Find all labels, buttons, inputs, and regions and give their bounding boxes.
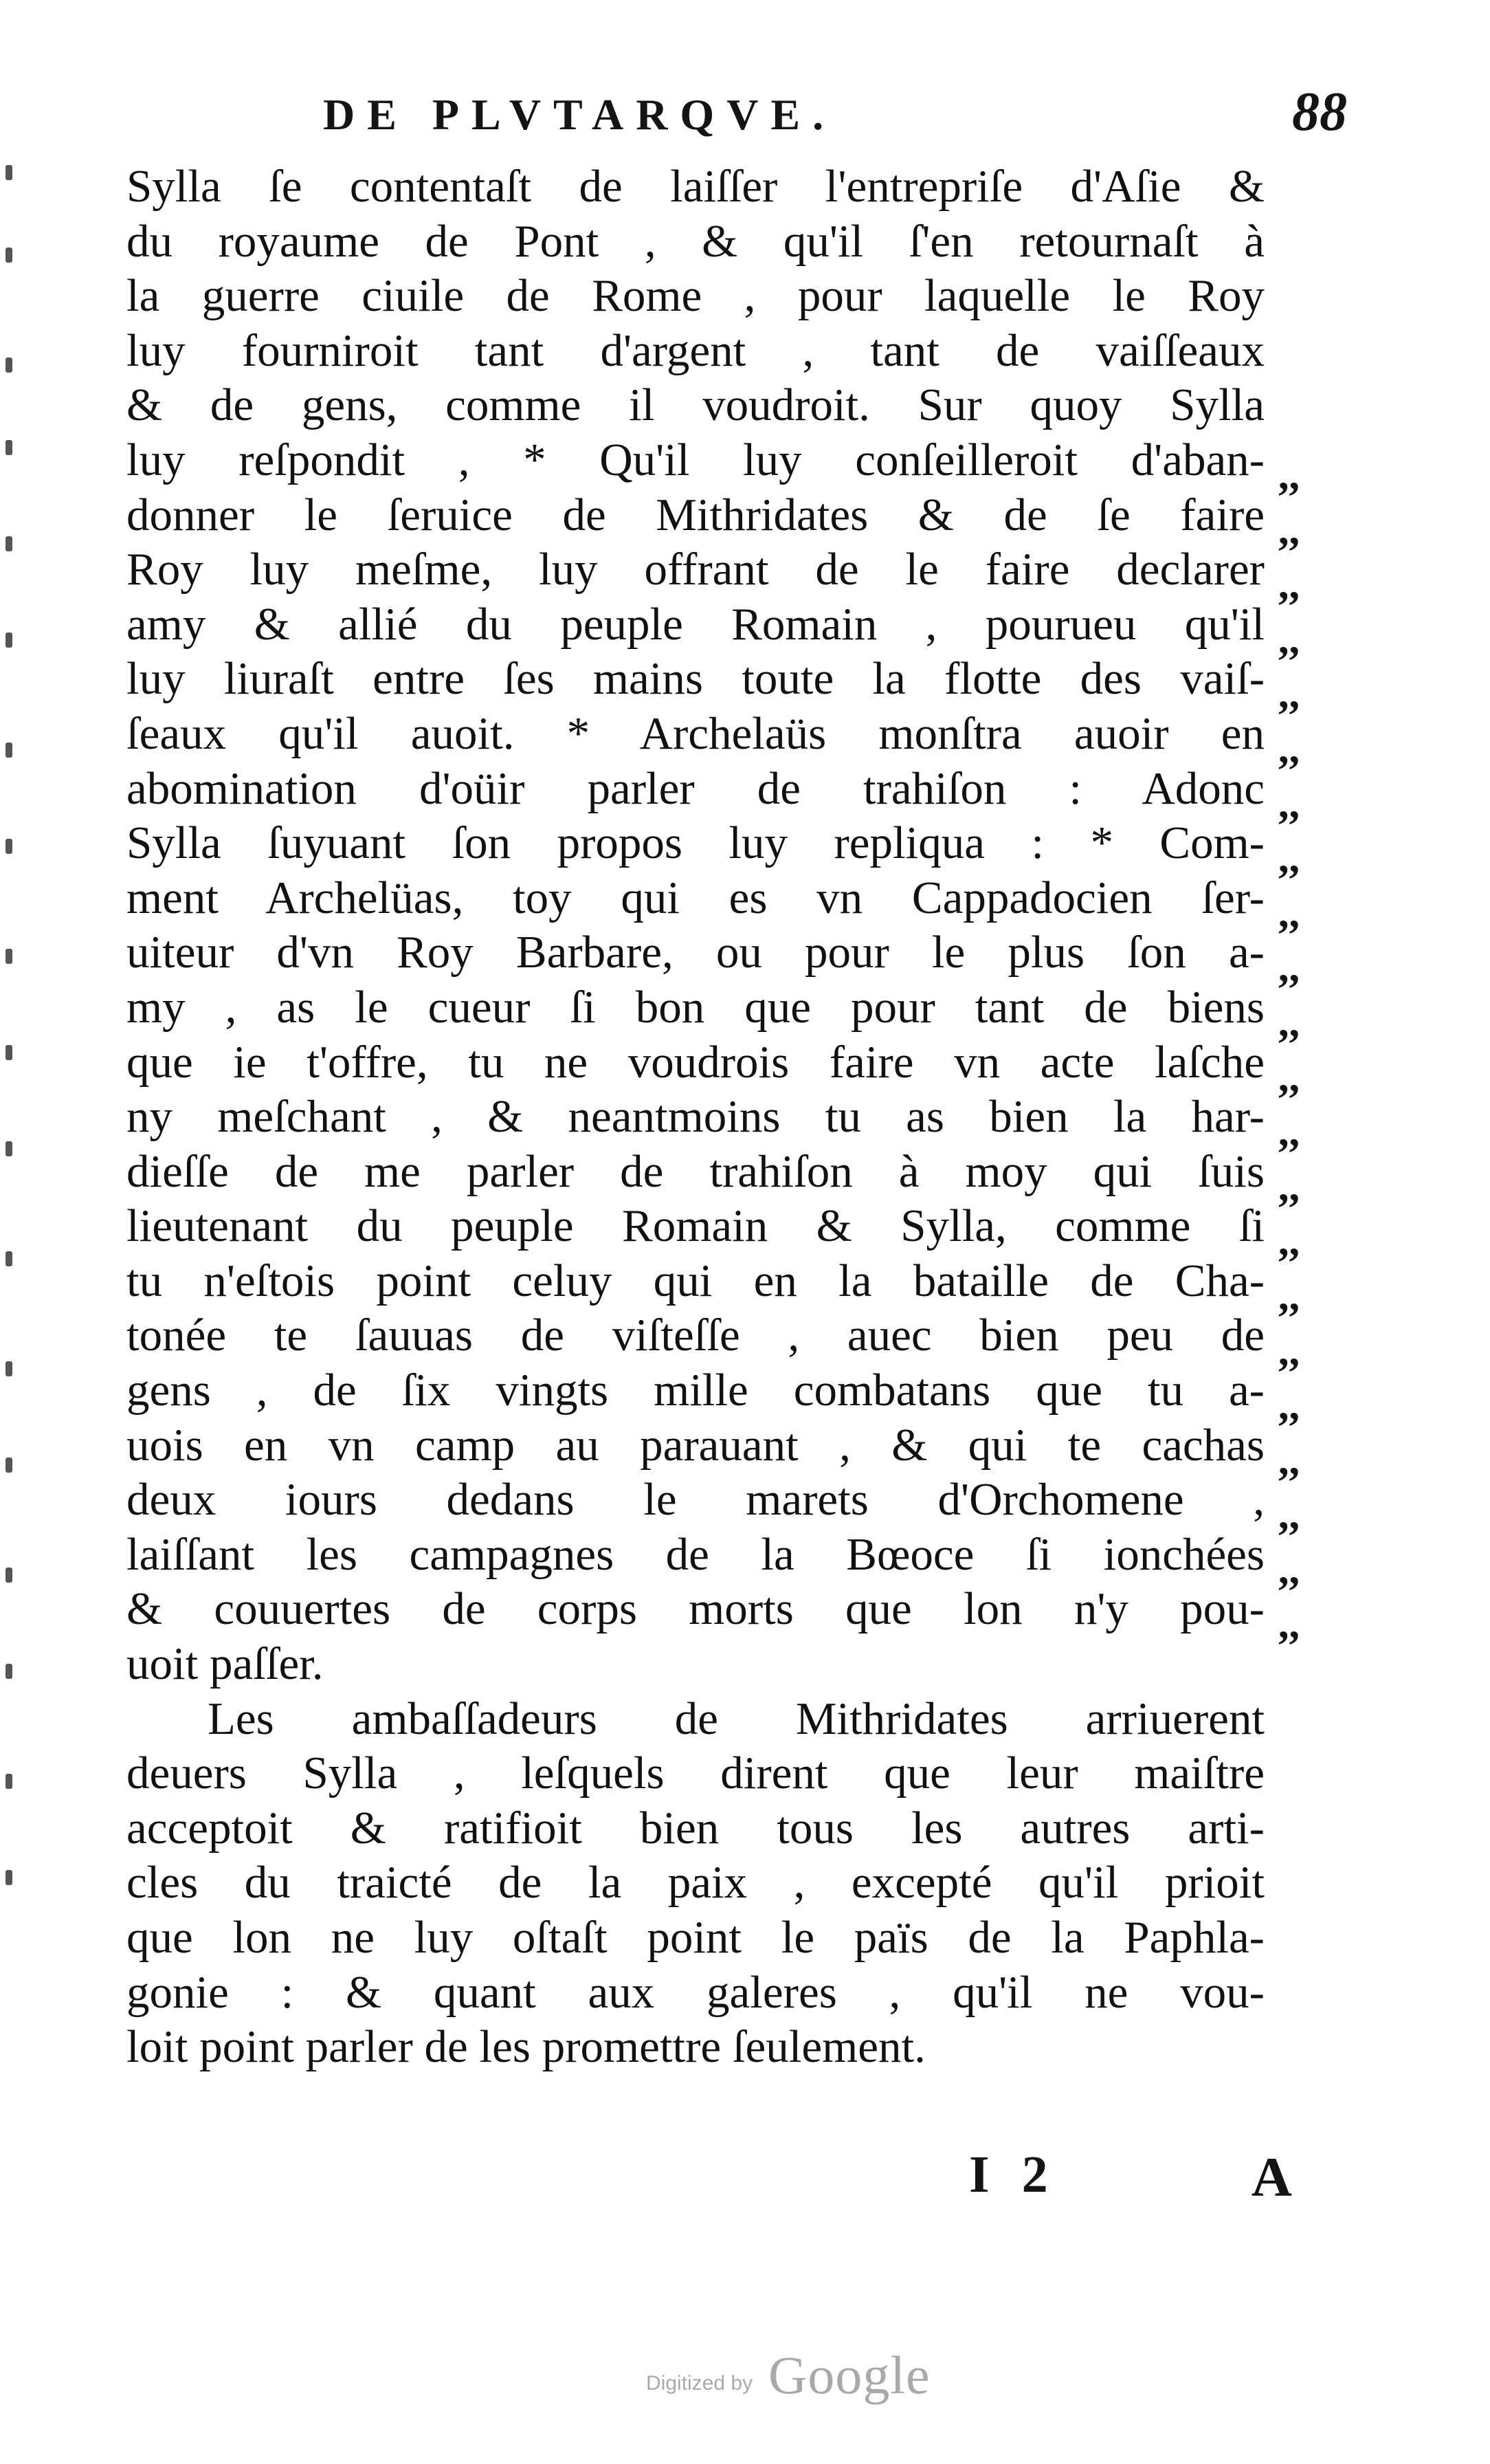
catchword: A bbox=[1251, 2146, 1292, 2208]
quote-mark: ,, bbox=[1278, 1546, 1300, 1593]
text-line: deux iours dedans le marets d'Orchomene , bbox=[126, 1474, 1265, 1526]
quote-mark: ,, bbox=[1278, 780, 1300, 827]
quote-mark: ,, bbox=[1278, 1218, 1300, 1265]
quote-mark: ,, bbox=[1278, 1327, 1300, 1374]
text-line: cles du traicté de la paix , excepté qu'il prioit bbox=[126, 1857, 1265, 1908]
quote-mark: ,, bbox=[1278, 615, 1300, 663]
body-text bbox=[126, 160, 1265, 2075]
quote-mark: ,, bbox=[1278, 1436, 1300, 1484]
page-footer bbox=[948, 2145, 1292, 2228]
text-line: uois en vn camp au parauant , & qui te cachas bbox=[126, 1419, 1265, 1471]
running-title: DE PLVTARQVE. bbox=[323, 90, 836, 139]
text-line: & de gens, comme il voudroit. Sur quoy Sylla bbox=[126, 380, 1265, 431]
text-line: amy & allié du peuple Romain , pourueu qu'il bbox=[126, 598, 1265, 650]
quote-mark: ,, bbox=[1278, 1108, 1300, 1156]
text-line: ny meſchant , & neantmoins tu as bien la har- bbox=[126, 1091, 1265, 1143]
text-line: que lon ne luy oſtaſt point le païs de la Paphla- bbox=[126, 1912, 1265, 1963]
watermark-prefix: Digitized by bbox=[646, 2372, 753, 2395]
quote-mark: ,, bbox=[1278, 835, 1300, 882]
quote-mark: ,, bbox=[1278, 1053, 1300, 1101]
text-line: & couuertes de corps morts que lon n'y pou- bbox=[126, 1583, 1265, 1635]
text-line: lieutenant du peuple Romain & Sylla, comme ſi bbox=[126, 1200, 1265, 1252]
quote-mark: ,, bbox=[1278, 889, 1300, 936]
text-line: luy fourniroit tant d'argent , tant de vaiſſeaux bbox=[126, 324, 1265, 376]
text-line: Les ambaſſadeurs de Mithridates arriuerent bbox=[208, 1693, 1265, 1744]
text-line: que ie t'offre, tu ne voudrois faire vn acte laſche bbox=[126, 1036, 1265, 1088]
text-line: ſeaux qu'il auoit. * Archelaüs monſtra auoir en bbox=[126, 707, 1265, 759]
signature-mark: I 2 bbox=[969, 2146, 1058, 2203]
text-line: abomination d'oüir parler de trahiſon : Adonc bbox=[126, 762, 1265, 814]
text-line: luy liuraſt entre ſes mains toute la flotte des vaiſ- bbox=[126, 653, 1265, 705]
quote-mark: ,, bbox=[1278, 561, 1300, 608]
margin-quote-marks bbox=[1278, 448, 1340, 1652]
text-line: du royaume de Pont , & qu'il ſ'en retournaſt à bbox=[126, 215, 1265, 267]
text-line: Sylla ſe contentaſt de laiſſer l'entrepriſe d'Aſie & bbox=[126, 161, 1265, 212]
text-line: laiſſant les campagnes de la Bœoce ſi ionchées bbox=[126, 1528, 1265, 1580]
page-header bbox=[323, 81, 1347, 157]
quote-mark: ,, bbox=[1278, 670, 1300, 718]
text-line: loit point parler de les promettre ſeulement. bbox=[126, 2021, 926, 2073]
quote-mark: ,, bbox=[1278, 452, 1300, 498]
text-line: Roy luy meſme, luy offrant de le faire declarer bbox=[126, 544, 1265, 595]
text-line: deuers Sylla , leſquels dirent que leur maiſtre bbox=[126, 1748, 1265, 1799]
text-line: gens , de ſix vingts mille combatans que tu a- bbox=[126, 1365, 1265, 1416]
left-edge-bleed-marks bbox=[0, 151, 41, 1939]
quote-mark: ,, bbox=[1278, 1163, 1300, 1210]
page-number: 88 bbox=[1292, 82, 1347, 142]
text-line: donner le ſeruice de Mithridates & de ſe faire bbox=[126, 489, 1265, 540]
text-line: gonie : & quant aux galeres , qu'il ne vou- bbox=[126, 1966, 1265, 2018]
text-line: tonée te ſauuas de viſteſſe , auec bien peu de bbox=[126, 1310, 1265, 1361]
text-line: uiteur d'vn Roy Barbare, ou pour le plus ſon a- bbox=[126, 927, 1265, 978]
text-line: tu n'eſtois point celuy qui en la bataille de Cha- bbox=[126, 1255, 1265, 1306]
quote-mark: ,, bbox=[1278, 506, 1300, 553]
text-line: uoit paſſer. bbox=[126, 1638, 324, 1690]
text-line: ment Archelüas, toy qui es vn Cappadocien ſer- bbox=[126, 872, 1265, 923]
text-line: dieſſe de me parler de trahiſon à moy qui ſuis bbox=[126, 1145, 1265, 1197]
quote-mark: ,, bbox=[1278, 944, 1300, 991]
text-line: la guerre ciuile de Rome , pour laquelle le Roy bbox=[126, 270, 1265, 322]
quote-mark: ,, bbox=[1278, 998, 1300, 1046]
text-line: Sylla ſuyuant ſon propos luy repliqua : * Com- bbox=[126, 817, 1265, 869]
quote-mark: ,, bbox=[1278, 725, 1300, 772]
quote-mark: ,, bbox=[1278, 1382, 1300, 1429]
google-logo: Google bbox=[768, 2345, 931, 2405]
quote-mark: ,, bbox=[1278, 1272, 1300, 1319]
text-line: my , as le cueur ſi bon que pour tant de biens bbox=[126, 981, 1265, 1033]
text-line: acceptoit & ratifioit bien tous les autres arti- bbox=[126, 1802, 1265, 1854]
text-line: luy reſpondit , * Qu'il luy conſeilleroit d'aban- bbox=[126, 434, 1265, 485]
quote-mark: ,, bbox=[1278, 1491, 1300, 1539]
quote-mark: ,, bbox=[1278, 1600, 1300, 1648]
digitization-watermark bbox=[646, 2344, 976, 2405]
